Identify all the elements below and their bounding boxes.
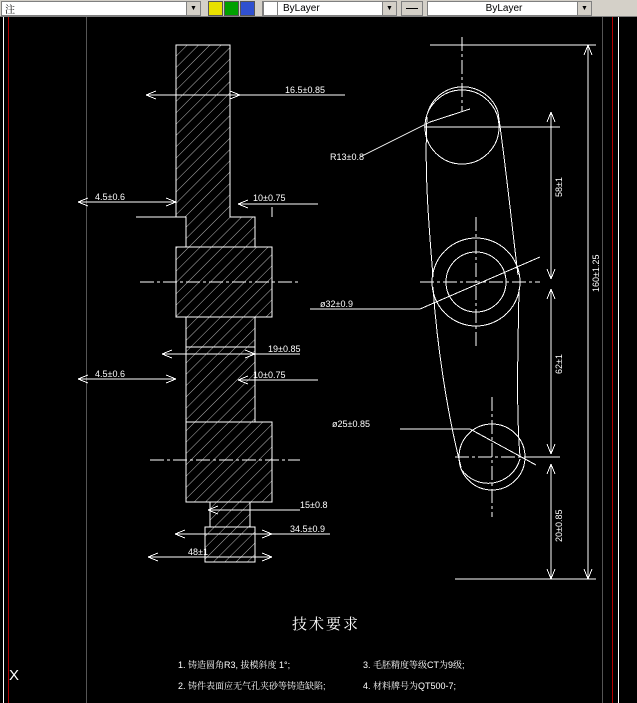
chevron-down-icon[interactable]: ▼ xyxy=(577,2,591,15)
tech-item-2: 2. 铸件表面应无气孔夹砂等铸造缺陷; xyxy=(178,681,326,691)
dim-10-upper: 10±0.75 xyxy=(253,193,286,203)
dim-d25: ø25±0.85 xyxy=(332,419,370,429)
yellow-swatch-icon[interactable] xyxy=(208,1,223,16)
tech-item-1: 1. 铸造圆角R3, 拔模斜度 1°; xyxy=(178,660,291,670)
dim-48: 48±1 xyxy=(188,547,208,557)
drawing-canvas[interactable] xyxy=(0,17,637,703)
dim-4-5-lower: 4.5±0.6 xyxy=(95,369,125,379)
dim-19: 19±0.85 xyxy=(268,344,301,354)
cursor-marker: X xyxy=(9,667,20,684)
color-combo-value: ByLayer xyxy=(283,2,320,14)
linetype-preview-icon xyxy=(401,1,423,16)
dim-d32: ø32±0.9 xyxy=(320,299,353,309)
tech-requirements-title: 技术要求 xyxy=(292,616,361,633)
dim-16-5: 16.5±0.85 xyxy=(285,85,325,95)
dim-34-5: 34.5±0.9 xyxy=(290,524,325,534)
green-swatch-icon[interactable] xyxy=(224,1,239,16)
dim-58: 58±1 xyxy=(554,177,564,197)
chevron-down-icon[interactable]: ▼ xyxy=(186,2,200,15)
dim-160: 160±1.25 xyxy=(591,254,601,292)
color-combo[interactable] xyxy=(262,1,397,16)
dim-20: 20±0.85 xyxy=(554,509,564,542)
color-swatches xyxy=(205,1,258,16)
top-toolbar xyxy=(0,0,637,17)
dim-r13: R13±0.8 xyxy=(330,152,364,162)
dim-4-5-upper: 4.5±0.6 xyxy=(95,192,125,202)
dim-15: 15±0.8 xyxy=(300,500,328,510)
chevron-down-icon[interactable]: ▼ xyxy=(382,2,396,15)
linetype-combo[interactable] xyxy=(427,1,592,16)
tech-item-3: 3. 毛胚精度等级CT为9级; xyxy=(363,660,465,670)
layer-combo[interactable] xyxy=(1,1,201,16)
dim-10-lower: 10±0.75 xyxy=(253,370,286,380)
layer-combo-value: 注 xyxy=(5,4,15,16)
linetype-combo-value: ByLayer xyxy=(485,2,523,14)
dim-62: 62±1 xyxy=(554,354,564,374)
color-square-icon xyxy=(263,1,278,16)
tech-item-4: 4. 材料牌号为QT500-7; xyxy=(363,681,457,691)
cad-drawing xyxy=(0,17,637,703)
blue-swatch-icon[interactable] xyxy=(240,1,255,16)
